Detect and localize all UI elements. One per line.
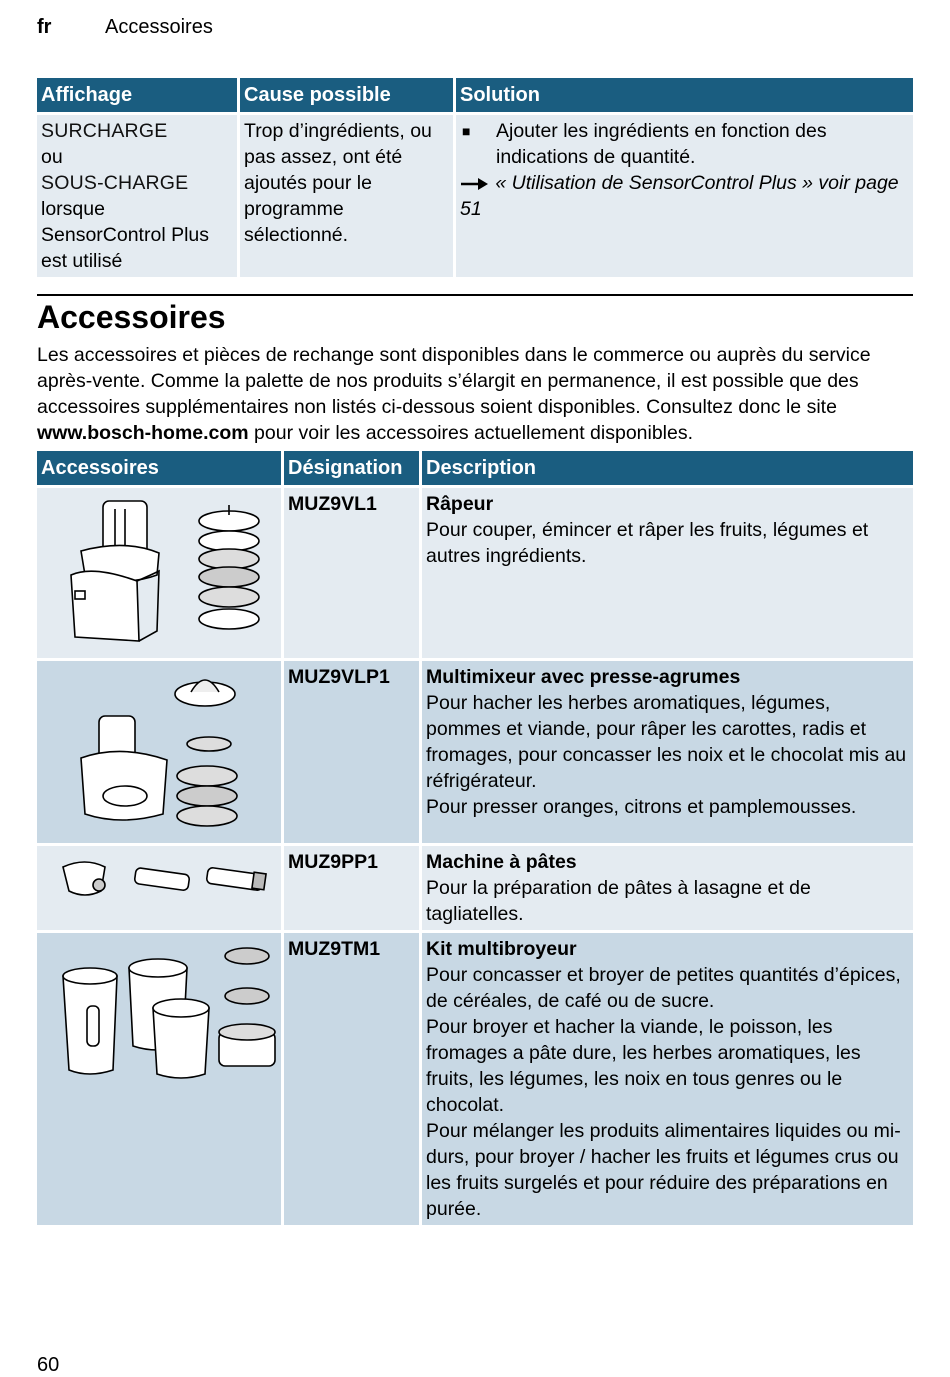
multi-grinder-kit-icon <box>41 936 277 1086</box>
intro-text-end: pour voir les accessoires actuellement disponibles. <box>248 422 694 444</box>
table-row <box>37 846 913 930</box>
accessory-image-cell <box>37 488 281 658</box>
description-cell <box>422 661 913 843</box>
display-text: ou <box>41 146 63 168</box>
grater-accessory-icon <box>41 491 277 651</box>
accessories-table <box>34 448 916 1228</box>
section-name: Accessoires <box>105 16 213 38</box>
multimixer-accessory-icon <box>41 664 277 840</box>
designation-cell: MUZ9VL1 <box>284 488 419 658</box>
item-title: Kit multibroyeur <box>426 938 577 960</box>
designation-cell: MUZ9TM1 <box>284 933 419 1225</box>
col-header-cause: Cause possible <box>240 78 453 112</box>
designation-cell: MUZ9VLP1 <box>284 661 419 843</box>
arrow-right-icon <box>460 177 490 191</box>
accessory-image-cell <box>37 933 281 1225</box>
section-intro <box>37 342 917 446</box>
item-title: Machine à pâtes <box>426 851 577 873</box>
col-header-description: Description <box>422 451 913 485</box>
section-divider <box>37 294 913 296</box>
solution-cell <box>456 115 913 277</box>
table-row <box>37 488 913 658</box>
square-bullet-icon: ■ <box>462 123 471 139</box>
page-number: 60 <box>37 1354 60 1376</box>
troubleshooting-table <box>34 75 916 280</box>
language-code: fr <box>37 16 52 38</box>
intro-text: Les accessoires et pièces de rechange sont disponibles dans le commerce ou auprès du service après-vente. Comme la palette de nos produits s’élargit en permanence, il est possible que des accessoires supplémentaires non listés ci-dessous soient disponibles. Consultez donc le site <box>37 344 871 418</box>
display-message: SURCHARGE <box>41 120 168 142</box>
table-row <box>37 933 913 1225</box>
display-text: est utilisé <box>41 250 123 272</box>
solution-text: Ajouter les ingrédients en fonction des indications de quantité. <box>496 120 827 168</box>
description-cell <box>422 933 913 1225</box>
accessory-image-cell <box>37 846 281 930</box>
item-description-extra: Pour broyer et hacher la viande, le poisson, les fromages a pâte dure, les herbes aromatiques, les fruits, les légumes, les noix en tous genres ou le chocolat. <box>426 1016 861 1116</box>
col-header-accessories: Accessoires <box>37 451 281 485</box>
page-reference-link[interactable]: « Utilisation de SensorControl Plus » voir page 51 <box>460 172 899 220</box>
item-title: Râpeur <box>426 493 494 515</box>
pasta-machine-icon <box>41 849 277 909</box>
display-text: lorsque <box>41 198 105 220</box>
table-row <box>37 661 913 843</box>
item-title: Multimixeur avec presse-agrumes <box>426 666 741 688</box>
description-cell <box>422 488 913 658</box>
display-cell <box>37 115 237 277</box>
solution-reference <box>460 170 909 222</box>
website-link[interactable]: www.bosch-home.com <box>37 422 249 444</box>
display-message: SOUS-CHARGE <box>41 172 189 194</box>
col-header-display: Affichage <box>37 78 237 112</box>
display-text: SensorControl Plus <box>41 224 209 246</box>
cause-cell: Trop d’ingrédients, ou pas assez, ont été ajoutés pour le programme sélectionné. <box>240 115 453 277</box>
item-description: Pour concasser et broyer de petites quantités d’épices, de céréales, de café ou de sucre. <box>426 964 901 1012</box>
description-cell <box>422 846 913 930</box>
designation-cell: MUZ9PP1 <box>284 846 419 930</box>
section-title: Accessoires <box>37 299 226 335</box>
accessory-image-cell <box>37 661 281 843</box>
item-description: Pour hacher les herbes aromatiques, légumes, pommes et viande, pour râper les carottes, radis et fromages, pour concasser les noix et le chocolat mis au réfrigérateur. <box>426 692 907 792</box>
item-description: Pour la préparation de pâtes à lasagne et de tagliatelles. <box>426 877 811 925</box>
table-row <box>37 115 913 277</box>
item-description-extra: Pour presser oranges, citrons et pamplemousses. <box>426 796 857 818</box>
solution-bullet <box>460 118 909 170</box>
col-header-designation: Désignation <box>284 451 419 485</box>
col-header-solution: Solution <box>456 78 913 112</box>
item-description: Pour couper, émincer et râper les fruits, légumes et autres ingrédients. <box>426 519 869 567</box>
page-header <box>37 16 213 39</box>
item-description-extra: Pour mélanger les produits alimentaires liquides ou mi-durs, pour broyer / hacher les fruits et légumes crus ou les fruits surgelés et pour réduire des préparations en purée. <box>426 1120 901 1220</box>
